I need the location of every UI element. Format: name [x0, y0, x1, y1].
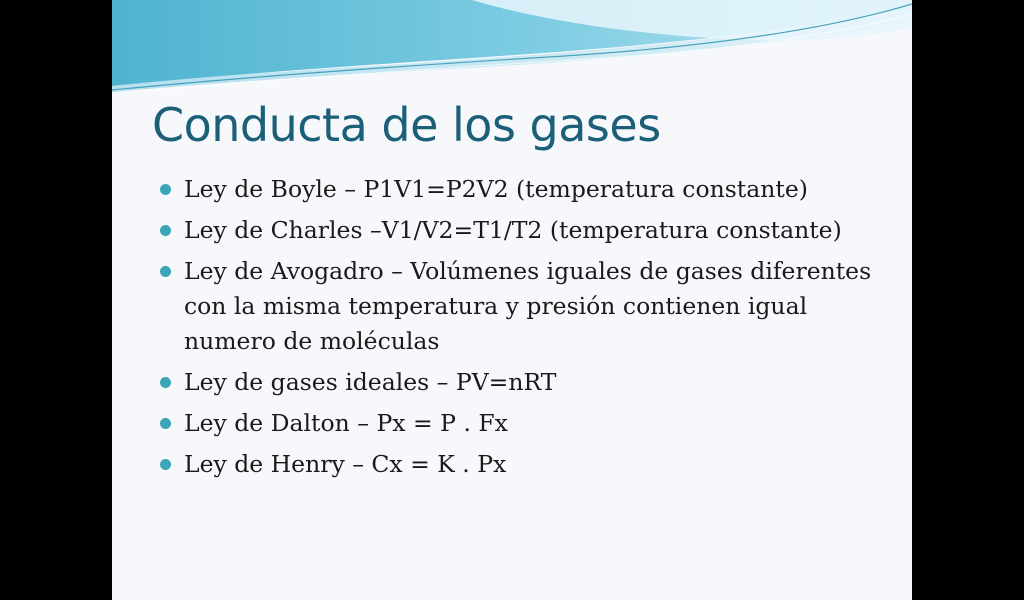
bullet-item-dalton — [160, 406, 880, 441]
slide-title: Conducta de los gases — [152, 98, 661, 152]
bullet-dot-icon — [160, 377, 171, 388]
bullet-item-charles — [160, 213, 880, 248]
bullet-dot-icon — [160, 266, 171, 277]
bullet-item-avogadro — [160, 254, 880, 359]
bullet-text: Ley de gases ideales – PV=nRT — [184, 368, 557, 396]
bullet-dot-icon — [160, 418, 171, 429]
bullet-text: Ley de Charles –V1/V2=T1/T2 (temperatura constante) — [184, 216, 842, 244]
bullet-item-henry — [160, 447, 880, 482]
bullet-item-ideal-gases — [160, 365, 880, 400]
header-wave-decoration — [112, 0, 912, 100]
bullet-text: Ley de Boyle – P1V1=P2V2 (temperatura constante) — [184, 175, 808, 203]
bullet-text: Ley de Dalton – Px = P . Fx — [184, 409, 508, 437]
bullet-dot-icon — [160, 225, 171, 236]
bullet-text: Ley de Avogadro – Volúmenes iguales de gases diferentes con la misma temperatura y presión contienen igual numero de moléculas — [184, 257, 872, 355]
bullet-list — [160, 172, 880, 488]
bullet-item-boyle — [160, 172, 880, 207]
bullet-dot-icon — [160, 184, 171, 195]
bullet-text: Ley de Henry – Cx = K . Px — [184, 450, 507, 478]
bullet-dot-icon — [160, 459, 171, 470]
slide — [112, 0, 912, 600]
